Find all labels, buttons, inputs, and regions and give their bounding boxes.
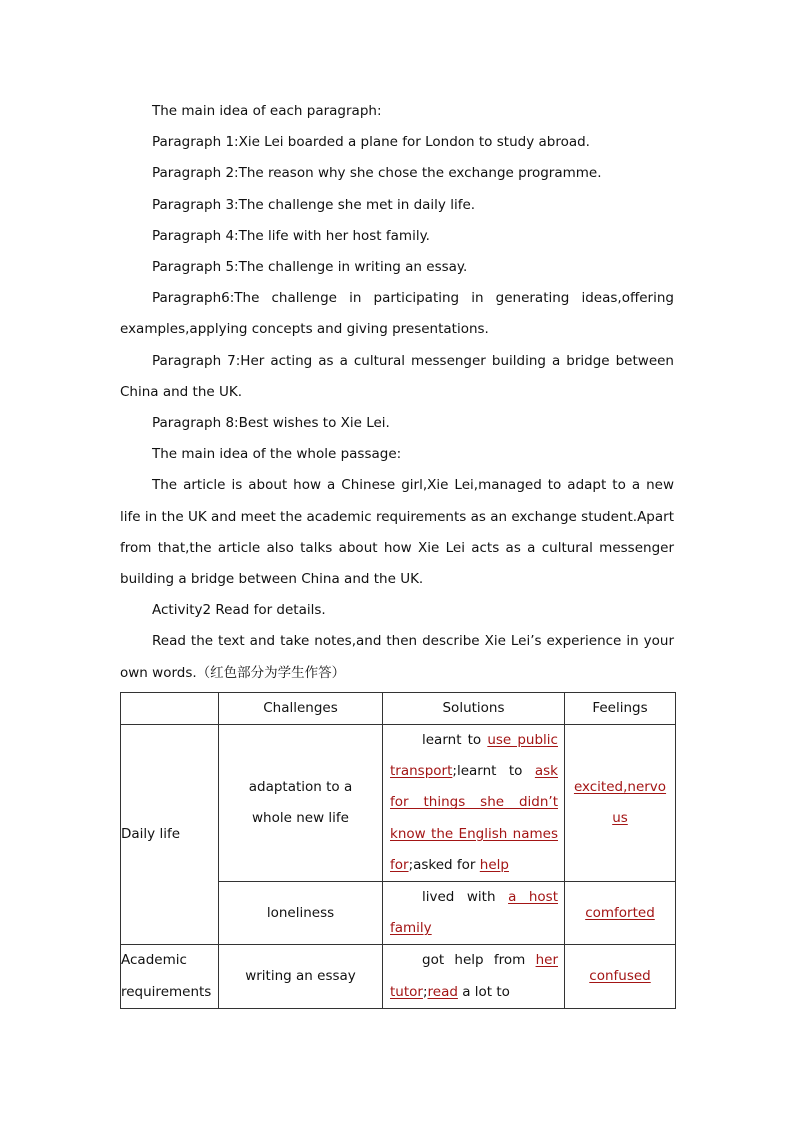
solution-text: ;asked for bbox=[408, 856, 480, 873]
student-answer: read bbox=[427, 983, 458, 1000]
whole-passage-text: The article is about how a Chinese girl,Xie Lei,managed to adapt to a new life in the UK and meet the academic requirements as an exchange student.Apart from that,the article also talks about how Xie Lei acts as a cultural messenger building a bridge between China and the UK. bbox=[120, 477, 674, 588]
activity-title: Activity2 Read for details. bbox=[152, 602, 326, 619]
solution-loneliness bbox=[383, 882, 565, 945]
feeling-loneliness bbox=[565, 882, 676, 945]
paragraph-summary: Paragraph 8:Best wishes to Xie Lei. bbox=[152, 415, 390, 432]
solution-text: ; bbox=[422, 983, 428, 1000]
student-answer: comforted bbox=[585, 904, 655, 921]
paragraph-summary: Paragraph 7:Her acting as a cultural messenger building a bridge between China and the UK. bbox=[120, 352, 674, 400]
category-academic: Academic requirements bbox=[121, 945, 219, 1008]
paragraph-summary: Paragraph 1:Xie Lei boarded a plane for London to study abroad. bbox=[152, 134, 590, 151]
header-solutions: Solutions bbox=[383, 692, 565, 724]
solution-adaptation bbox=[383, 725, 565, 882]
paragraph-summary: Paragraph 5:The challenge in writing an essay. bbox=[152, 259, 468, 276]
paragraph-summary: Paragraph 2:The reason why she chose the exchange programme. bbox=[152, 165, 602, 182]
student-answer: excited,nervous bbox=[573, 778, 667, 827]
solution-essay bbox=[383, 945, 565, 1008]
challenge-loneliness: loneliness bbox=[219, 882, 383, 945]
document-content bbox=[120, 96, 674, 1009]
feeling-adaptation bbox=[565, 725, 676, 882]
challenge-adaptation: adaptation to a whole new life bbox=[219, 725, 383, 882]
solution-text: got help from bbox=[422, 952, 536, 969]
header-feelings: Feelings bbox=[565, 692, 676, 724]
whole-passage-heading: The main idea of the whole passage: bbox=[152, 446, 402, 463]
student-answer: ask for things she didn’t know the English names for bbox=[390, 763, 558, 873]
challenge-essay: writing an essay bbox=[219, 945, 383, 1008]
student-answer: use public transport bbox=[390, 732, 558, 780]
solution-text: learnt to bbox=[422, 732, 488, 749]
table-row bbox=[121, 725, 676, 882]
student-answer: confused bbox=[589, 968, 651, 985]
paragraph-summary: Paragraph 3:The challenge she met in daily life. bbox=[152, 196, 476, 213]
table-row bbox=[121, 945, 676, 1008]
paragraph-summary: Paragraph 4:The life with her host family. bbox=[152, 227, 430, 244]
solution-text: a lot to bbox=[457, 983, 510, 1000]
table-header-row bbox=[121, 692, 676, 724]
activity-instruction: Read the text and take notes,and then describe Xie Lei’s experience in your own words.（红色部分为学生作答） bbox=[120, 633, 674, 681]
main-idea-heading: The main idea of each paragraph: bbox=[152, 103, 382, 119]
feeling-essay bbox=[565, 945, 676, 1008]
student-answer: her tutor bbox=[390, 952, 558, 1000]
header-category bbox=[121, 692, 219, 724]
paragraph-summary: Paragraph6:The challenge in participating in generating ideas,offering examples,applying concepts and giving presentations. bbox=[120, 290, 674, 338]
notes-table bbox=[120, 692, 676, 1009]
solution-text: ;learnt to bbox=[452, 763, 535, 780]
category-daily-life: Daily life bbox=[121, 725, 219, 945]
solution-text: lived with bbox=[422, 889, 509, 906]
student-answer: a host family bbox=[390, 889, 558, 937]
header-challenges: Challenges bbox=[219, 692, 383, 724]
student-answer: help bbox=[479, 856, 509, 873]
